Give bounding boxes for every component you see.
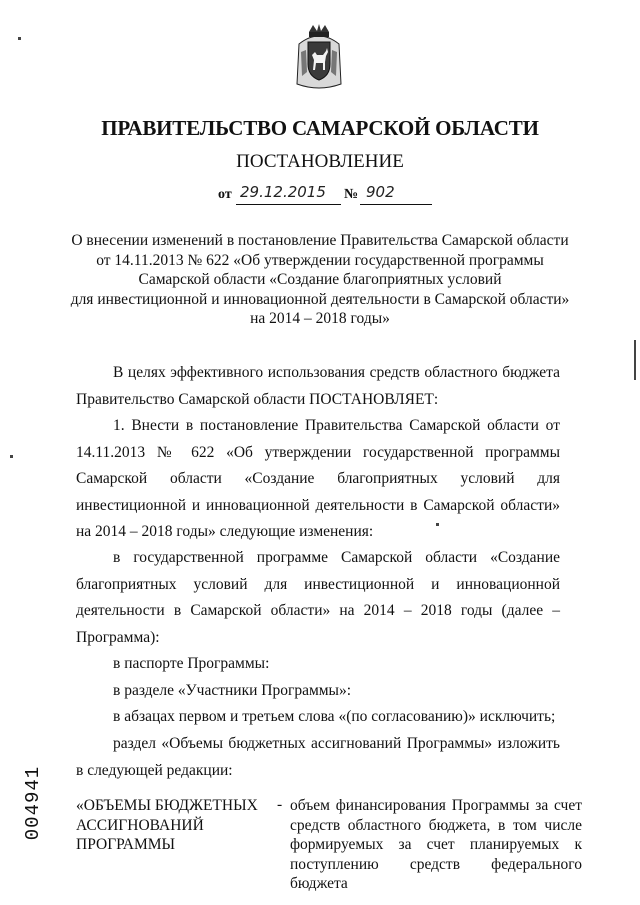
- paragraph-program: в государственной программе Самарской области «Создание благоприятных условий для инвестиционной и инновационной деятельности в Самарской области» на 2014 – 2018 годы (далее – Программа):: [76, 549, 560, 646]
- coat-of-arms-emblem: [295, 22, 343, 94]
- table-left-cell: [76, 796, 276, 855]
- subject-line: Самарской области «Создание благоприятных условий: [138, 271, 502, 289]
- document-type: ПОСТАНОВЛЕНИЕ: [236, 151, 404, 172]
- handwritten-number: 902: [366, 183, 395, 201]
- subject-line: О внесении изменений в постановление Правительства Самарской области: [71, 232, 569, 249]
- table-right-line: средств областного бюджета, в том числе: [290, 816, 582, 834]
- side-serial-number: [18, 764, 48, 844]
- document-subject: [60, 231, 580, 329]
- subject-line: на 2014 – 2018 годы»: [250, 310, 390, 328]
- scan-speck: [436, 523, 439, 526]
- table-right-line: объем финансирования Программы за счет: [290, 797, 582, 814]
- subject-line: для инвестиционной и инновационной деятельности в Самарской области»: [70, 290, 570, 308]
- paragraph-item-1: 1. Внести в постановление Правительства Самарской области от 14.11.2013 № 622 «Об утверждении государственной программы Самарской области «Создание благоприятных условий для инвестиционной и инновационной деятельности в Самарской области» на 2014 – 2018 годы» следующие изменения:: [76, 417, 560, 540]
- serial-number-text: 004941: [22, 765, 44, 841]
- paragraph-preamble: В целях эффективного использования средств областного бюджета Правительство Самарской области ПОСТАНОВЛЯЕТ:: [76, 364, 560, 408]
- table-left-line: «ОБЪЕМЫ БЮДЖЕТНЫХ: [76, 797, 258, 814]
- table-dash: -: [277, 796, 283, 813]
- number-prefix: №: [344, 187, 359, 202]
- table-right-line: поступлению средств федерального бюджета: [290, 855, 582, 893]
- subject-line: от 14.11.2013 № 622 «Об утверждении государственной программы: [96, 251, 544, 269]
- paragraph-participants: в разделе «Участники Программы»:: [113, 682, 352, 699]
- paragraph-exclusion: в абзацах первом и третьем слова «(по согласованию)» исключить;: [113, 708, 556, 725]
- handwritten-date: 29.12.2015: [240, 183, 326, 201]
- scan-speck: [18, 37, 21, 40]
- table-left-line: АССИГНОВАНИЙ: [76, 816, 204, 834]
- table-right-cell: [290, 796, 582, 894]
- table-right-line: формируемых за счет планируемых к: [290, 836, 582, 854]
- scan-speck: [10, 455, 13, 458]
- margin-mark: [634, 340, 636, 380]
- date-number-line: [210, 183, 440, 209]
- org-title: ПРАВИТЕЛЬСТВО САМАРСКОЙ ОБЛАСТИ: [101, 116, 539, 140]
- paragraph-budget-section: раздел «Объемы бюджетных ассигнований Программы» изложить в следующей редакции:: [76, 735, 560, 779]
- date-prefix: от: [218, 187, 232, 202]
- table-left-line: ПРОГРАММЫ: [76, 836, 176, 854]
- paragraph-passport: в паспорте Программы:: [113, 655, 270, 672]
